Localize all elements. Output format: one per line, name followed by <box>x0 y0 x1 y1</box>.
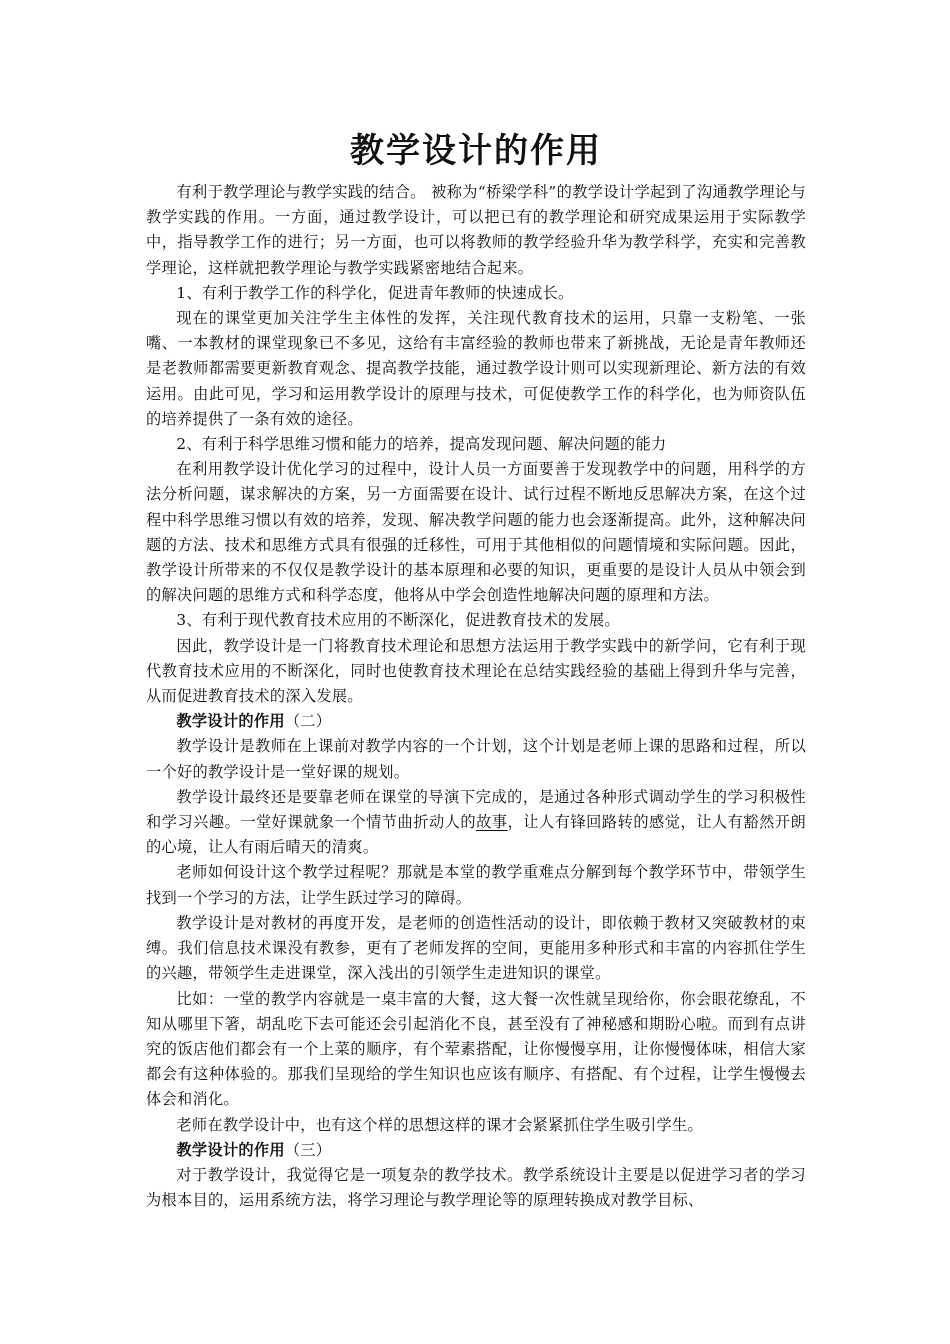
document-title: 教学设计的作用 <box>350 131 602 171</box>
paragraph-point-3: 因此，教学设计是一门将教育技术理论和思想方法运用于教学实践中的新学问，它有利于现代教育技术应用的不断深化，同时也使教育技术理论在总结实践经验的基础上得到升华与完善，从而促进教育技术的深入发展。 <box>146 636 806 706</box>
paragraph-section-2-f: 老师在教学设计中，也有这个样的思想这样的课才会紧紧抓住学生吸引学生。 <box>176 1115 703 1134</box>
paragraph-section-3-a: 对于教学设计，我觉得它是一项复杂的教学技术。教学系统设计主要是以促进学习者的学习为根本目的，运用系统方法，将学习理论与教学理论等的原理转换成对教学目标、 <box>146 1165 806 1210</box>
section-heading-3 <box>146 1138 806 1163</box>
section-heading-3-title: 教学设计的作用 <box>176 1140 285 1159</box>
paragraph-section-2-e: 比如：一堂的教学内容就是一桌丰富的大餐，这大餐一次性就呈现给你，你会眼花缭乱，不知从哪里下箸，胡乱吃下去可能还会引起消化不良，甚至没有了神秘感和期盼心啦。而到有点讲究的饭店他们都会有一个上菜的顺序，有个荤素搭配，让你慢慢享用，让你慢慢体味，相信大家都会有这种体验的。那我们呈现给的学生知识也应该有顺序、有搭配、有个过程，让学生慢慢去体会和消化。 <box>146 989 806 1109</box>
paragraph-section-2-c: 老师如何设计这个教学过程呢？那就是本堂的教学重难点分解到每个教学环节中，带领学生找到一个学习的方法，让学生跃过学习的障碍。 <box>146 863 806 907</box>
paragraph-section-2-b <box>146 785 806 861</box>
paragraph-section-2-b-end: ，让人有锋回路转的感觉，让人有豁然开朗的心境，让人有雨后晴天的清爽。 <box>146 813 806 857</box>
section-heading-2 <box>146 709 806 734</box>
paragraph-section-2-d: 教学设计是对教材的再度开发，是老师的创造性活动的设计，即依赖于教材又突破教材的束缚。我们信息技术课没有教参，更有了老师发挥的空间，更能用多种形式和丰富的内容抓住学生的兴趣，带领学生走进课堂，深入浅出的引领学生走进知识的课堂。 <box>146 913 806 983</box>
paragraph-point-2: 在利用教学设计优化学习的过程中，设计人员一方面要善于发现教学中的问题，用科学的方法分析问题，谋求解决的方案，另一方面需要在设计、试行过程不断地反思解决方案，在这个过程中科学思维习惯以有效的培养，发现、解决教学问题的能力也会逐渐提高。此外，这种解决问题的方法、技术和思维方式具有很强的迁移性，可用于其他相似的问题情境和实际问题。因此，教学设计所带来的不仅仅是教学设计的基本原理和必要的知识，更重要的是设计人员从中领会到的解决问题的思维方式和科学态度，他将从中学会创造性地解决问题的原理和方法。 <box>146 460 806 605</box>
paragraph-point-1: 现在的课堂更加关注学生主体性的发挥，关注现代教育技术的运用，只靠一支粉笔、一张嘴、一本教材的课堂现象已不多见，这给有丰富经验的教师也带来了新挑战，无论是青年教师还是老教师都需要更新教育观念、提高教学技能，通过教学设计则可以实现新理论、新方法的有效运用。由此可见，学习和运用教学设计的原理与技术，可促使教学工作的科学化，也为师资队伍的培养提供了一条有效的途径。 <box>146 309 806 428</box>
paragraph-section-2-b-start: 教学设计最终还是要靠老师在课堂的导演下完成的，是通过各种形式调动学生的学习积极性和学习兴趣。一堂好课就象一个情节曲折动人的 <box>146 787 806 832</box>
point-2-heading: 2、有利于科学思维习惯和能力的培养，提高发现问题、解决问题的能力 <box>176 435 667 454</box>
section-heading-2-title: 教学设计的作用 <box>176 712 285 731</box>
point-3-heading: 3、有利于现代教育技术应用的不断深化，促进教育技术的发展。 <box>176 611 621 630</box>
paragraph-intro: 有利于教学理论与教学实践的结合。 被称为“桥梁学科”的教学设计学起到了沟通教学理论与教学实践的作用。一方面，通过教学设计，可以把已有的教学理论和研究成果运用于实际教学中，指导教学工作的进行；另一方面，也可以将教师的教学经验升华为教学科学，充实和完善教学理论，这样就把教学理论与教学实践紧密地结合起来。 <box>146 183 806 277</box>
document-page <box>146 128 806 1213</box>
point-1-heading: 1、有利于教学工作的科学化，促进青年教师的快速成长。 <box>176 283 574 302</box>
paragraph-section-2-a: 教学设计是教师在上课前对教学内容的一个计划，这个计划是老师上课的思路和过程，所以一个好的教学设计是一堂好课的规划。 <box>146 737 806 781</box>
section-heading-3-suffix: （三） <box>284 1140 332 1159</box>
section-heading-2-suffix: （二） <box>284 712 332 731</box>
story-link[interactable]: 故事 <box>476 813 508 832</box>
